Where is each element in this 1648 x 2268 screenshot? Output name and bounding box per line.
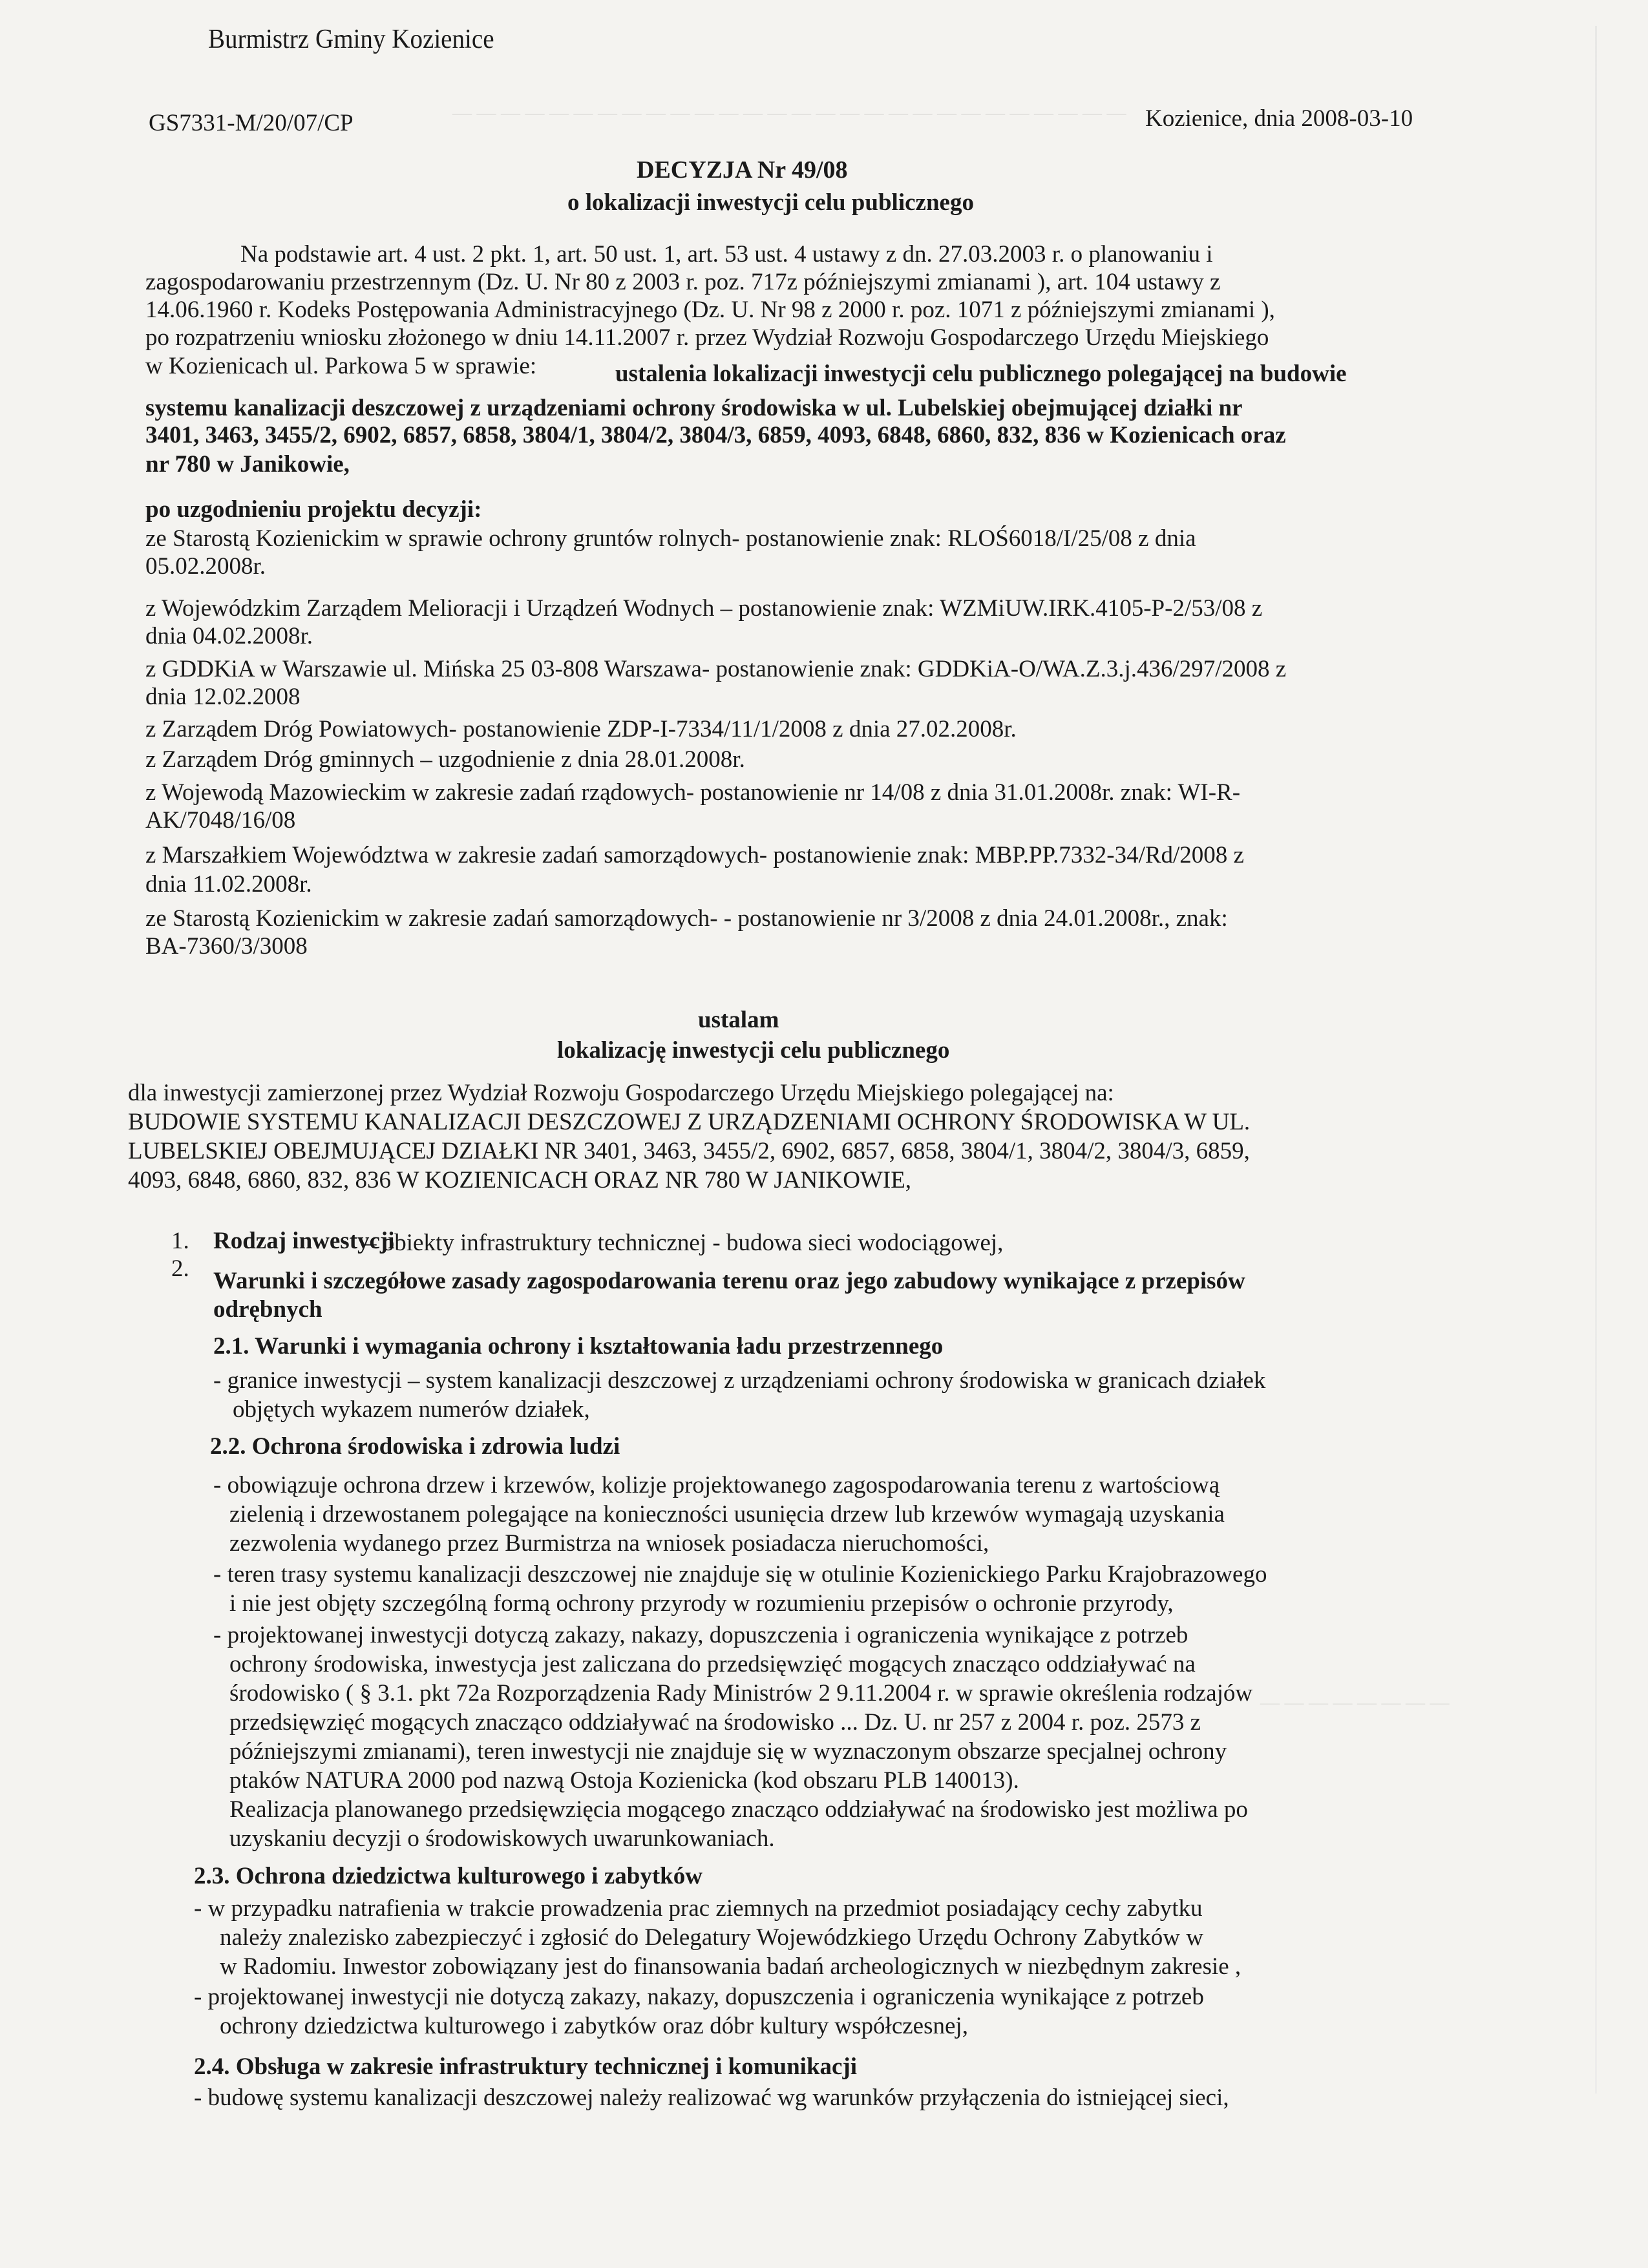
section-heading: 2.4. Obsługa w zakresie infrastruktury technicznej i komunikacji [194,2053,858,2080]
section-line: - granice inwestycji – system kanalizacji deszczowej z urządzeniami ochrony środowiska w granicach działek [213,1367,1266,1394]
section-line: - teren trasy systemu kanalizacji deszczowej nie znajduje się w otulinie Kozienickiego Parku Krajobrazowego [213,1561,1267,1588]
section-line: ptaków NATURA 2000 pod nazwą Ostoja Kozienicka (kod obszaru PLB 140013). [229,1767,1019,1794]
item-number: 2. [171,1255,189,1282]
agreement-line: z Marszałkiem Województwa w zakresie zadań samorządowych- postanowienie znak: MBP.PP.7332-34/Rd/2008 z [145,842,1244,868]
section-line: - w przypadku natrafienia w trakcie prowadzenia prac ziemnych na przedmiot posiadający cechy zabytku [194,1895,1203,1922]
agreement-line: z GDDKiA w Warszawie ul. Mińska 25 03-808 Warszawa- postanowienie znak: GDDKiA-O/WA.Z.3.j.436/297/2008 z [145,656,1287,682]
agreement-line: ze Starostą Kozienickim w zakresie zadań samorządowych- - postanowienie nr 3/2008 z dnia 24.01.2008r., znak: [145,905,1228,932]
section-line: zielenią i drzewostanem polegające na konieczności usunięcia drzew lub krzewów wymagają uzyskania [229,1501,1225,1528]
ustalam-subheading: lokalizację inwestycji celu publicznego [557,1037,950,1064]
bleed-through: — — — — — — — — — — — — — — — — — — — — — — — — — — — — [452,102,1126,123]
section-line: ochrony środowiska, inwestycja jest zaliczana do przedsięwzięć mogących znacząco oddziaływać na [229,1651,1196,1677]
section-line: objętych wykazem numerów działek, [233,1396,590,1423]
section-line: należy znalezisko zabezpieczyć i zgłosić do Delegatury Wojewódzkiego Urzędu Ochrony Zabytków w [220,1924,1203,1951]
agreement-line: BA-7360/3/3008 [145,933,308,960]
agreement-line: z Wojewodą Mazowieckim w zakresie zadań rządowych- postanowienie nr 14/08 z dnia 31.01.2008r. znak: WI-R- [145,779,1241,806]
intro-bold-line: 3401, 3463, 3455/2, 6902, 6857, 6858, 3804/1, 3804/2, 3804/3, 6859, 4093, 6848, 6860, 832, 836 w Kozienicach oraz [145,422,1286,448]
agreement-line: dnia 12.02.2008 [145,684,301,710]
section-line: przedsięwzięć mogących znacząco oddziaływać na środowisko ... Dz. U. nr 257 z 2004 r. poz. 2573 z [229,1709,1201,1736]
agreement-line: dnia 11.02.2008r. [145,871,312,898]
agreement-line: 05.02.2008r. [145,553,266,580]
intro-bold-line: nr 780 w Janikowie, [145,451,350,478]
section-line: uzyskaniu decyzji o środowiskowych uwarunkowaniach. [229,1825,775,1852]
section-heading: 2.2. Ochrona środowiska i zdrowia ludzi [210,1433,620,1460]
section-line: w Radomiu. Inwestor zobowiązany jest do finansowania badań archeologicznych w niezbędnym zakresie , [220,1953,1241,1980]
intro-bold-line: ustalenia lokalizacji inwestycji celu publicznego polegającej na budowie [615,361,1347,387]
place-date: Kozienice, dnia 2008-03-10 [1145,105,1413,132]
item-label: odrębnych [213,1296,322,1323]
case-number: GS7331-M/20/07/CP [149,110,354,136]
section-heading: 2.3. Ochrona dziedzictwa kulturowego i zabytków [194,1863,703,1889]
agreement-line: z Wojewódzkim Zarządem Melioracji i Urządzeń Wodnych – postanowienie znak: WZMiUW.IRK.4105-P-2/53/08 z [145,595,1263,622]
section-line: - budowę systemu kanalizacji deszczowej należy realizować wg warunków przyłączenia do istniejącej sieci, [194,2084,1229,2111]
section-line: - projektowanej inwestycji dotyczą zakazy, nakazy, dopuszczenia i ograniczenia wynikające z potrzeb [213,1622,1188,1648]
bleed-through: — — — — — — — — [1260,1692,1450,1713]
section-line: ochrony dziedzictwa kulturowego i zabytków oraz dóbr kultury współczesnej, [220,2013,968,2039]
intro-line: po rozpatrzeniu wniosku złożonego w dniu 14.11.2007 r. przez Wydział Rozwoju Gospodarczego Urzędu Miejskiego [145,324,1269,351]
section-line: - obowiązuje ochrona drzew i krzewów, kolizje projektowanego zagospodarowania terenu z wartościową [213,1472,1220,1498]
investment-caps-line: 4093, 6848, 6860, 832, 836 W KOZIENICACH ORAZ NR 780 W JANIKOWIE, [128,1167,912,1193]
item-number: 1. [171,1228,189,1254]
intro-line: Na podstawie art. 4 ust. 2 pkt. 1, art. 50 ust. 1, art. 53 ust. 4 ustawy z dn. 27.03.2003 r. o planowaniu i [240,241,1213,268]
investment-caps-line: LUBELSKIEJ OBEJMUJĄCEJ DZIAŁKI NR 3401, 3463, 3455/2, 6902, 6857, 6858, 3804/1, 3804/2, 3804/3, 6859, [128,1138,1250,1164]
agreement-line: z Zarządem Dróg Powiatowych- postanowienie ZDP-I-7334/11/1/2008 z dnia 27.02.2008r. [145,716,1017,742]
section-heading: 2.1. Warunki i wymagania ochrony i kształtowania ładu przestrzennego [213,1333,944,1360]
page-fold [1595,26,1597,2094]
item-text: – obiekty infrastruktury technicznej - budowa sieci wodociągowej, [364,1230,1004,1256]
item-label: Rodzaj inwestycji [213,1228,395,1254]
section-line: późniejszymi zmianami), teren inwestycji nie znajduje się w wyznaczonym obszarze specjalnej ochrony [229,1738,1227,1765]
issuer-header: Burmistrz Gminy Kozienice [208,25,494,54]
section-line: środowisko ( § 3.1. pkt 72a Rozporządzenia Rady Ministrów 2 9.11.2004 r. w sprawie określenia rodzajów [229,1680,1253,1706]
intro-line: 14.06.1960 r. Kodeks Postępowania Administracyjnego (Dz. U. Nr 98 z 2000 r. poz. 1071 z późniejszymi zmianami ), [145,297,1275,323]
section-line: - projektowanej inwestycji nie dotyczą zakazy, nakazy, dopuszczenia i ograniczenia wynikające z potrzeb [194,1984,1204,2010]
agreement-heading: po uzgodnieniu projektu decyzji: [145,496,482,523]
section-line: Realizacja planowanego przedsięwzięcia mogącego znacząco oddziaływać na środowisko jest możliwa po [229,1796,1248,1823]
intro-bold-line: systemu kanalizacji deszczowej z urządzeniami ochrony środowiska w ul. Lubelskiej obejmującej działki nr [145,395,1243,421]
investment-caps-line: BUDOWIE SYSTEMU KANALIZACJI DESZCZOWEJ Z URZĄDZENIAMI OCHRONY ŚRODOWISKA W UL. [128,1109,1251,1135]
intro-line: w Kozienicach ul. Parkowa 5 w sprawie: [145,353,537,379]
decision-title: DECYZJA Nr 49/08 [637,156,848,184]
section-line: i nie jest objęty szczególną formą ochrony przyrody w rozumieniu przepisów o ochronie przyrody, [229,1590,1174,1617]
ustalam-heading: ustalam [698,1007,779,1033]
agreement-line: ze Starostą Kozienickim w sprawie ochrony gruntów rolnych- postanowienie znak: RLOŚ6018/I/25/08 z dnia [145,525,1196,552]
agreement-line: z Zarządem Dróg gminnych – uzgodnienie z dnia 28.01.2008r. [145,746,745,773]
investment-intro: dla inwestycji zamierzonej przez Wydział Rozwoju Gospodarczego Urzędu Miejskiego polegającej na: [128,1080,1114,1106]
item-label: Warunki i szczegółowe zasady zagospodarowania terenu oraz jego zabudowy wynikające z przepisów [213,1268,1245,1294]
agreement-line: AK/7048/16/08 [145,807,296,834]
decision-subtitle: o lokalizacji inwestycji celu publicznego [567,189,974,216]
agreement-line: dnia 04.02.2008r. [145,623,313,649]
intro-line: zagospodarowaniu przestrzennym (Dz. U. Nr 80 z 2003 r. poz. 717z późniejszymi zmianami ), art. 104 ustawy z [145,269,1221,295]
section-line: zezwolenia wydanego przez Burmistrza na wniosek posiadacza nieruchomości, [229,1530,989,1557]
